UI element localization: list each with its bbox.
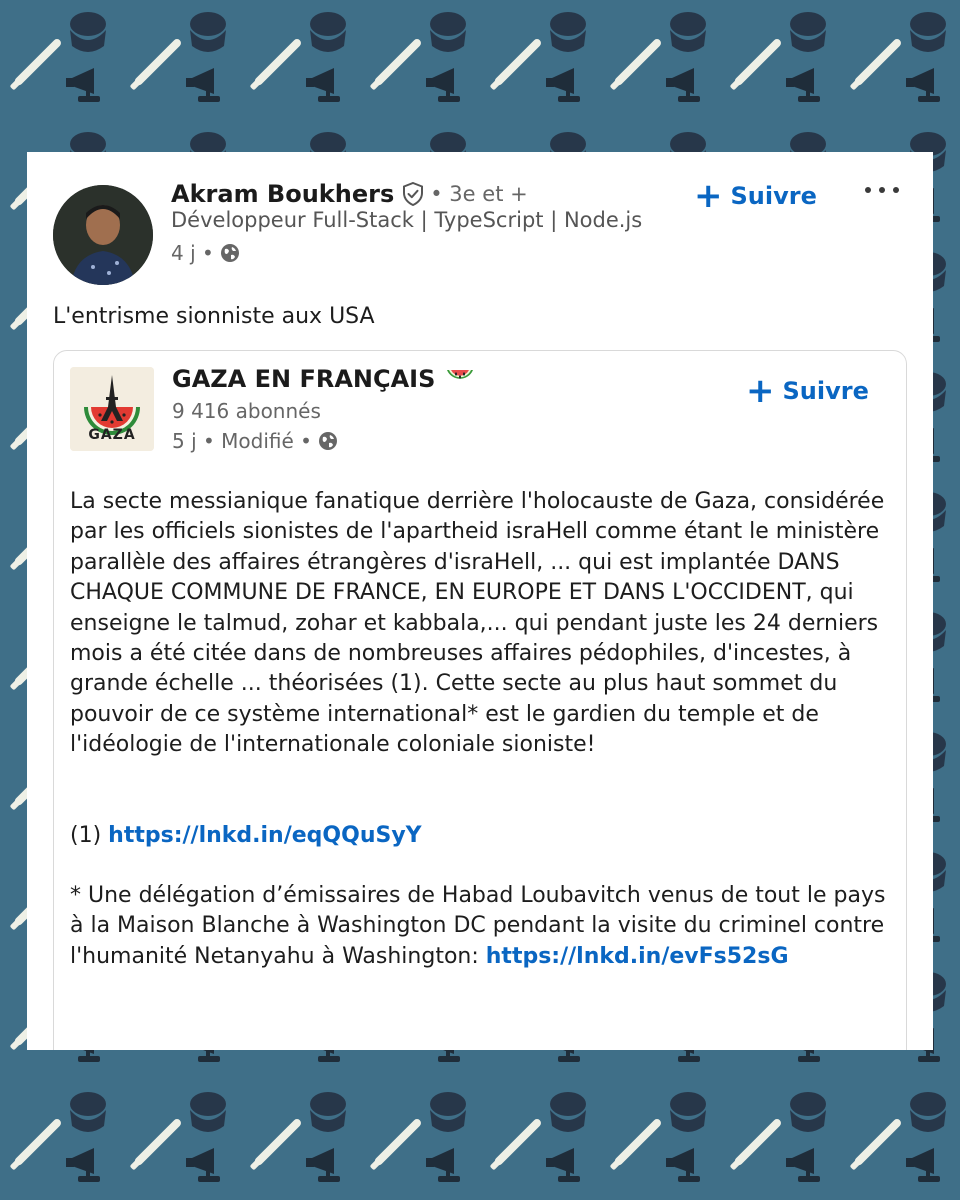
reference-link[interactable]: https://lnkd.in/eqQQuSyY bbox=[108, 822, 422, 848]
author-headline: Développeur Full-Stack | TypeScript | Node.js bbox=[171, 208, 643, 232]
org-name[interactable]: GAZA EN FRANÇAIS bbox=[172, 365, 436, 393]
reference-prefix: (1) bbox=[70, 822, 102, 848]
post-meta bbox=[171, 238, 240, 268]
plus-icon: + bbox=[694, 176, 723, 216]
author-avatar[interactable] bbox=[53, 185, 153, 285]
reshared-post[interactable] bbox=[53, 350, 907, 1050]
post-commentary: L'entrisme sionniste aux USA bbox=[53, 304, 375, 329]
reshared-post-time: 5 j • Modifié • bbox=[172, 429, 312, 453]
avatar-photo-icon bbox=[53, 185, 153, 285]
org-logo-text: GAZA bbox=[88, 427, 136, 443]
org-logo[interactable] bbox=[70, 367, 154, 451]
post-time: 4 j • bbox=[171, 241, 214, 265]
globe-icon bbox=[220, 243, 240, 263]
plus-icon: + bbox=[746, 371, 775, 411]
more-options-icon[interactable] bbox=[865, 180, 899, 200]
reshared-post-body bbox=[70, 487, 890, 972]
org-followers: 9 416 abonnés bbox=[172, 399, 321, 423]
watermelon-emoji-icon bbox=[445, 366, 475, 392]
note-paragraph bbox=[70, 881, 890, 972]
body-paragraph: La secte messianique fanatique derrière l'holocauste de Gaza, considérée par les officiels sionistes de l'apartheid israHell comme étant le ministère parallèle des affaires étrangères d'israHell, ... qui est implantée DANS CHAQUE COMMUNE DE FRANCE, EN EUROPE ET DANS L'OCCIDENT, qui enseigne le talmud, zohar et kabbala,... qui pendant juste les 24 derniers mois a été citée dans de nombreuses affaires pédophiles, d'incestes, à grande échelle ... théorisées (1). Cette secte au plus haut sommet du pouvoir de ce système international* est le gardien du temple et de l'idéologie de l'internationale coloniale sioniste! bbox=[70, 489, 885, 758]
follow-org-button[interactable] bbox=[746, 371, 869, 411]
note-link[interactable]: https://lnkd.in/evFs52sG bbox=[485, 943, 789, 969]
verified-shield-icon bbox=[402, 182, 424, 206]
follow-author-button[interactable] bbox=[694, 176, 817, 216]
author-line bbox=[171, 176, 528, 212]
globe-icon bbox=[318, 431, 338, 451]
follow-org-label: Suivre bbox=[782, 377, 869, 405]
follow-author-label: Suivre bbox=[730, 182, 817, 210]
author-name[interactable]: Akram Boukhers bbox=[171, 180, 395, 208]
org-name-line bbox=[172, 365, 475, 393]
reshared-post-meta bbox=[172, 429, 338, 453]
note-text: * Une délégation d’émissaires de Habad Loubavitch venus de tout le pays à la Maison Blanche à Washington DC pendant la visite du criminel contre l'humanité Netanyahu à Washington: bbox=[70, 883, 886, 969]
connection-degree: • 3e et + bbox=[430, 182, 528, 206]
post-card bbox=[27, 152, 933, 1050]
reference-line bbox=[70, 821, 890, 851]
